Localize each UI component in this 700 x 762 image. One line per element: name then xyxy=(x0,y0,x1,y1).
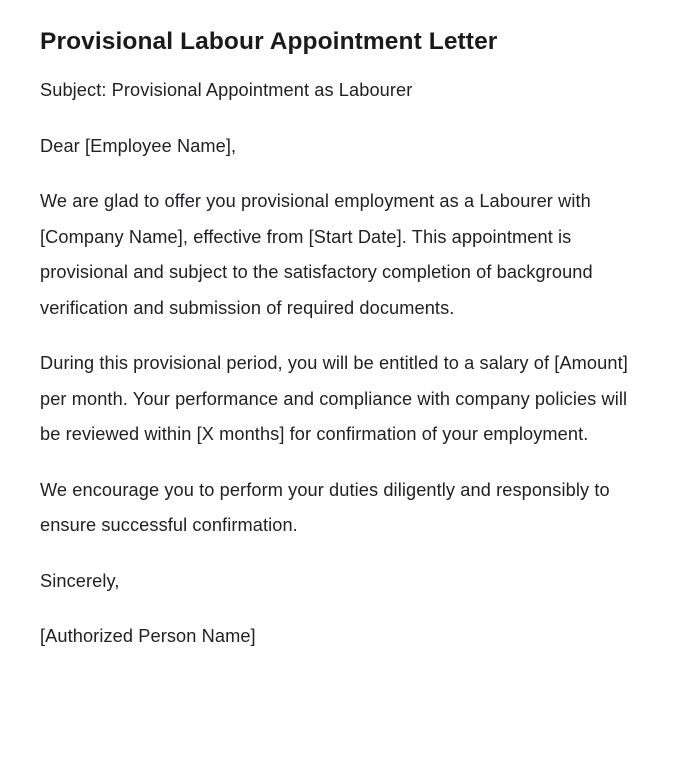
page-title: Provisional Labour Appointment Letter xyxy=(40,28,498,55)
closing: Sincerely, xyxy=(40,570,120,591)
body-paragraph: During this provisional period, you will be entitled to a salary of [Amount] per month. Your performance and compliance with company policies will be reviewed within [X months] for confirmation of your employment. xyxy=(40,353,628,444)
body-paragraph: We encourage you to perform your duties diligently and responsibly to ensure successful confirmation. xyxy=(40,479,610,535)
body-paragraph: We are glad to offer you provisional employment as a Labourer with [Company Name], effective from [Start Date]. This appointment is provisional and subject to the satisfactory completion of background verification and submission of required documents. xyxy=(40,191,593,318)
signature-placeholder: [Authorized Person Name] xyxy=(40,626,256,646)
salutation: Dear [Employee Name], xyxy=(40,135,237,156)
subject-line: Subject: Provisional Appointment as Labourer xyxy=(40,80,413,100)
